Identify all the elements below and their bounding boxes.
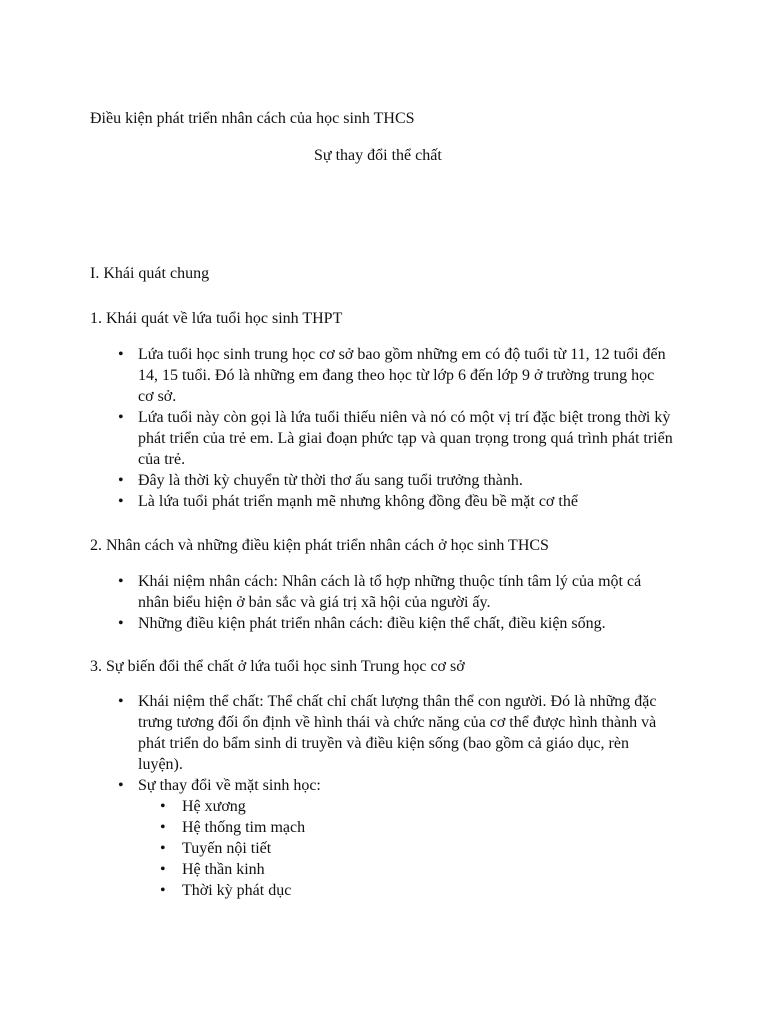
section-heading-3: 3. Sự biến đổi thể chất ở lứa tuổi học sinh Trung học cơ sở: [90, 658, 465, 675]
bullet-list-1: [93, 344, 673, 512]
list-item: [93, 775, 673, 901]
sub-list-item: • Hệ thần kinh: [138, 859, 673, 880]
list-item: • Lứa tuổi này còn gọi là lứa tuổi thiếu niên và nó có một vị trí đặc biệt trong thời kỳ phát triển của trẻ em. Là giai đoạn phức tạp và quan trọng trong quá trình phát triển của trẻ.: [93, 407, 673, 470]
sub-list-item: • Tuyến nội tiết: [138, 838, 673, 859]
sub-list-item: • Hệ xương: [138, 796, 673, 817]
sub-bullet-list: [138, 796, 673, 901]
list-item: • Khái niệm nhân cách: Nhân cách là tổ hợp những thuộc tính tâm lý của một cá nhân biểu hiện ở bản sắc và giá trị xã hội của người ấy.: [93, 571, 673, 613]
section-heading-2: 2. Nhân cách và những điều kiện phát triển nhân cách ở học sinh THCS: [90, 537, 549, 554]
sub-list-item: • Thời kỳ phát dục: [138, 880, 673, 901]
list-item: • Những điều kiện phát triển nhân cách: điều kiện thể chất, điều kiện sống.: [93, 613, 673, 634]
list-item: • Khái niệm thể chất: Thể chất chỉ chất lượng thân thể con người. Đó là những đặc trưng tương đối ổn định về hình thái và chức năng của cơ thể được hình thành và phát triển do bẩm sinh di truyền và điều kiện sống (bao gồm cả giáo dục, rèn luyện).: [93, 691, 673, 775]
document-subtitle: Sự thay đổi thể chất: [314, 147, 442, 164]
list-item: • Đây là thời kỳ chuyển từ thời thơ ấu sang tuổi trưởng thành.: [93, 470, 673, 491]
bullet-list-2: [93, 571, 673, 634]
bullet-list-3: [93, 691, 673, 901]
section-heading-general: I. Khái quát chung: [90, 265, 210, 282]
document-title: Điều kiện phát triển nhân cách của học sinh THCS: [90, 110, 415, 127]
list-item: • Lứa tuổi học sinh trung học cơ sở bao gồm những em có độ tuổi từ 11, 12 tuổi đến 14, 15 tuổi. Đó là những em đang theo học từ lớp 6 đến lớp 9 ở trường trung học cơ sở.: [93, 344, 673, 407]
list-item-label: Sự thay đổi về mặt sinh học:: [138, 777, 321, 794]
sub-list-item: • Hệ thống tim mạch: [138, 817, 673, 838]
list-item: • Là lứa tuổi phát triển mạnh mẽ nhưng không đồng đều bề mặt cơ thể: [93, 491, 673, 512]
section-heading-1: 1. Khái quát về lứa tuổi học sinh THPT: [90, 310, 343, 327]
